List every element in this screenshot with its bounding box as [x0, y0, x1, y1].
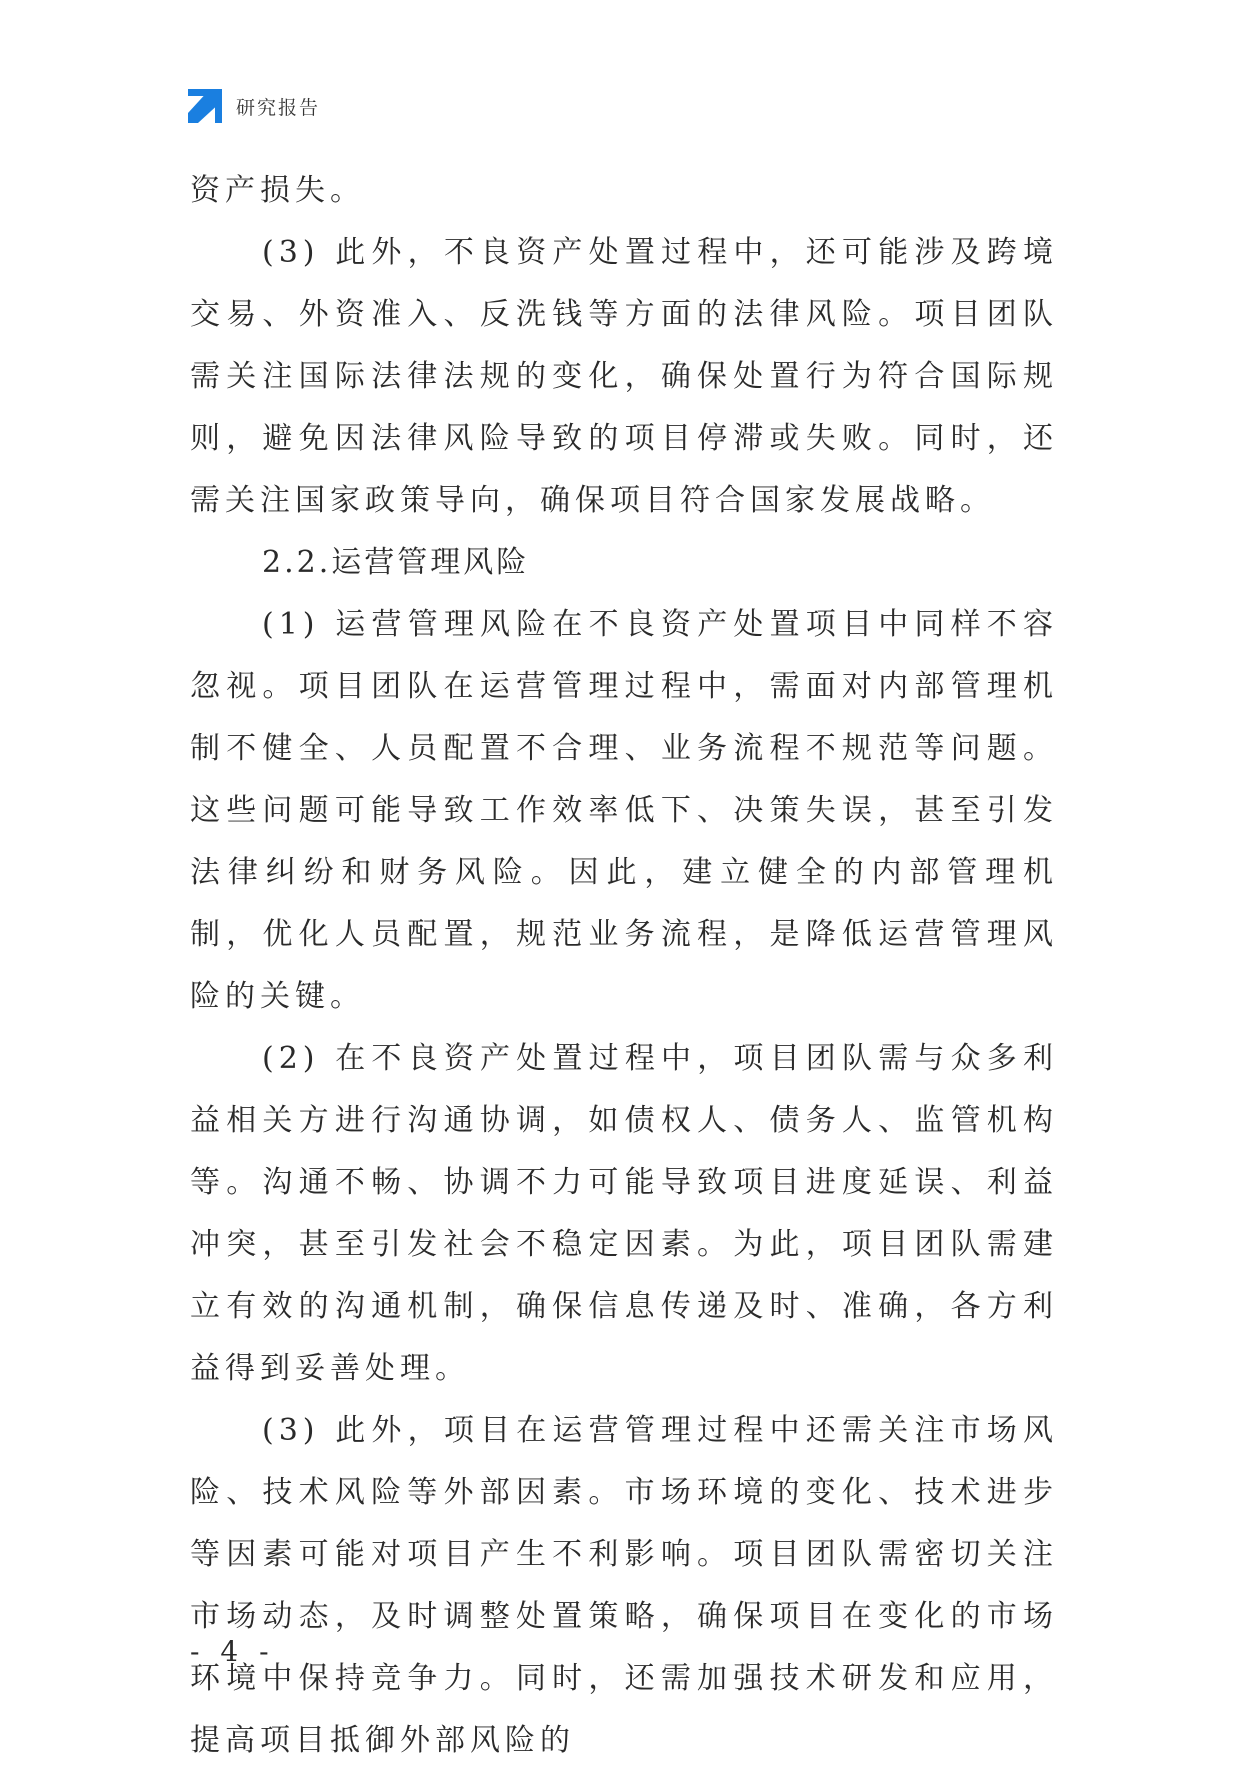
paragraph: (3) 此外，不良资产处置过程中，还可能涉及跨境交易、外资准入、反洗钱等方面的法律风险。项目团队需关注国际法律法规的变化，确保处置行为符合国际规则，避免因法律风险导致的项目停滞或失败。同时，还需关注国家政策导向，确保项目符合国家发展战略。	[190, 235, 1058, 518]
section-heading: 2.2.运营管理风险	[262, 545, 530, 580]
page-number: - 4 -	[190, 1635, 275, 1668]
paragraph: (3) 此外，项目在运营管理过程中还需关注市场风险、技术风险等外部因素。市场环境的变化、技术进步等因素可能对项目产生不利影响。项目团队需密切关注市场动态，及时调整处置策略，确保项目在变化的市场环境中保持竞争力。同时，还需加强技术研发和应用，提高项目抵御外部风险的	[190, 1413, 1058, 1758]
paragraph: (1) 运营管理风险在不良资产处置项目中同样不容忽视。项目团队在运营管理过程中，需面对内部管理机制不健全、人员配置不合理、业务流程不规范等问题。这些问题可能导致工作效率低下、决策失误，甚至引发法律纠纷和财务风险。因此，建立健全的内部管理机制，优化人员配置，规范业务流程，是降低运营管理风险的关键。	[190, 607, 1058, 1014]
paragraph: (2) 在不良资产处置过程中，项目团队需与众多利益相关方进行沟通协调，如债权人、债务人、监管机构等。沟通不畅、协调不力可能导致项目进度延误、利益冲突，甚至引发社会不稳定因素。为此，项目团队需建立有效的沟通机制，确保信息传递及时、准确，各方利益得到妥善处理。	[190, 1041, 1058, 1386]
page-header	[188, 88, 320, 124]
paragraph: 资产损失。	[190, 173, 365, 208]
arrow-up-right-icon	[188, 89, 222, 123]
document-body	[190, 160, 1058, 1772]
report-label: 研究报告	[236, 96, 321, 119]
